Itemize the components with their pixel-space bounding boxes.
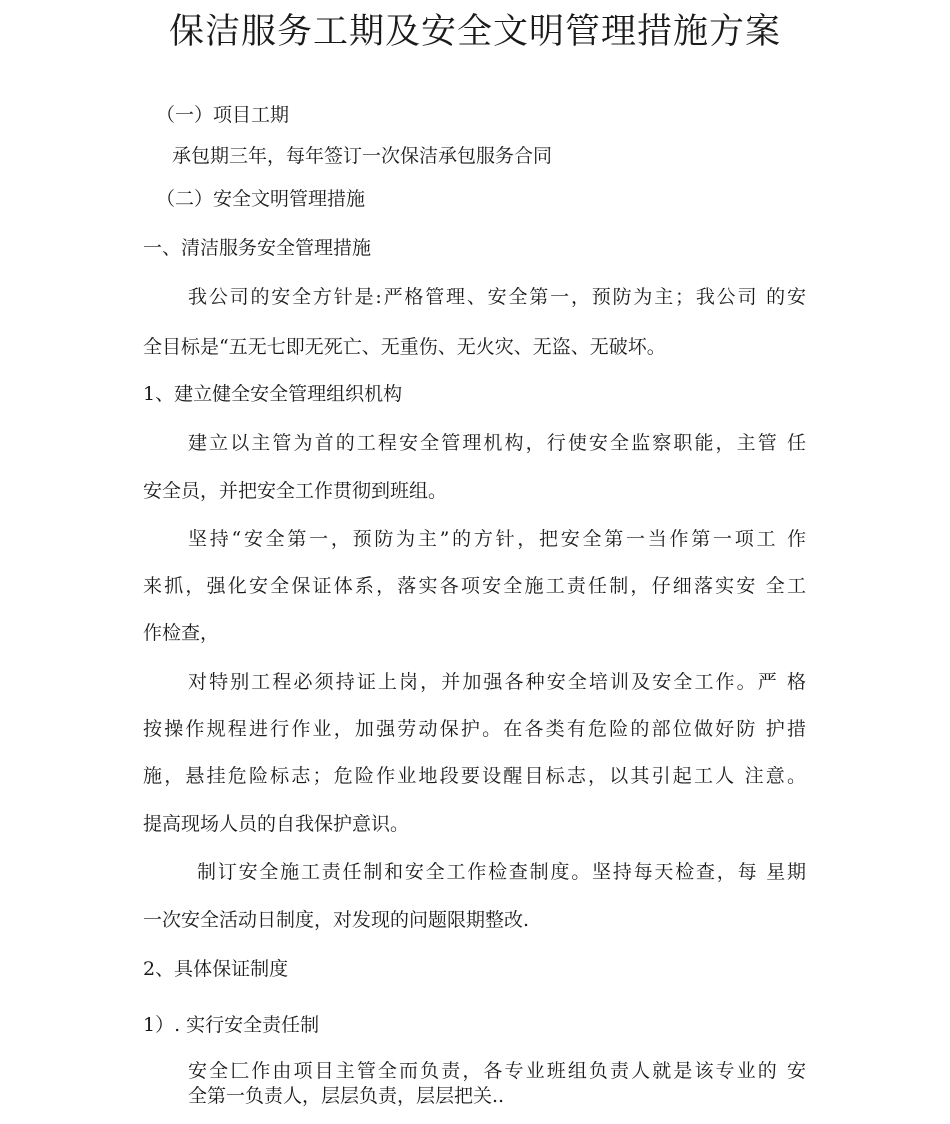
paragraph-line: 对特别工程必须持证上岗，并加强各种安全培训及安全工作。严 格: [188, 671, 806, 693]
paragraph-line: 按操作规程进行作业，加强劳动保护。在各类有危险的部位做好防 护措: [143, 718, 806, 740]
paragraph-line: 安全匚作由项目主管全而负责，各专业班组负责人就是该专业的 安: [188, 1060, 806, 1082]
paragraph-line: 提高现场人员的自我保护意识。: [143, 813, 410, 835]
paragraph-line: 承包期三年，每年签订一次保洁承包服务合同: [172, 145, 553, 167]
paragraph-line: 一次安全活动日制度，对发现的问题限期整改.: [143, 909, 530, 931]
section-heading-safety: （二）安全文明管理措施: [156, 188, 366, 210]
paragraph-line: 来抓，强化安全保证体系，落实各项安全施工责任制，仔细落实安 全工: [143, 575, 806, 597]
paragraph-line: 施，悬挂危险标志；危险作业地段要设醒目标志，以其引起工人 注意。: [143, 765, 806, 787]
heading-organization: 1、建立健全安全管理组织机构: [143, 383, 403, 405]
paragraph-line: 安全员，并把安全工作贯彻到班组。: [143, 480, 448, 502]
paragraph-line: 制订安全施工责任制和安全工作检查制度。坚持每天检查，每 星期: [197, 861, 806, 883]
paragraph-line: 全第一负责人，层层负责，层层把关..: [188, 1085, 505, 1107]
paragraph-line: 建立以主管为首的工程安全管理机构，行使安全监察职能，主管 任: [188, 432, 806, 454]
paragraph-line: 全目标是“五无七即无死亡、无重伤、无火灾、无盗、无破坏。: [143, 336, 666, 358]
paragraph-line: 坚持“安全第一，预防为主”的方针，把安全第一当作第一项工 作: [188, 528, 806, 550]
paragraph-line: 作检查，: [143, 622, 220, 644]
heading-cleaning-safety: 一、清洁服务安全管理措施: [143, 237, 372, 259]
document-title: 保洁服务工期及安全文明管理措施方案: [168, 12, 781, 52]
paragraph-line: 我公司的安全方针是:严格管理、安全第一，预防为主；我公司 的安: [188, 286, 806, 308]
heading-responsibility: 1）. 实行安全责任制: [143, 1014, 320, 1036]
heading-guarantee-system: 2、具体保证制度: [143, 958, 289, 980]
section-heading-schedule: （一）项目工期: [156, 104, 290, 126]
